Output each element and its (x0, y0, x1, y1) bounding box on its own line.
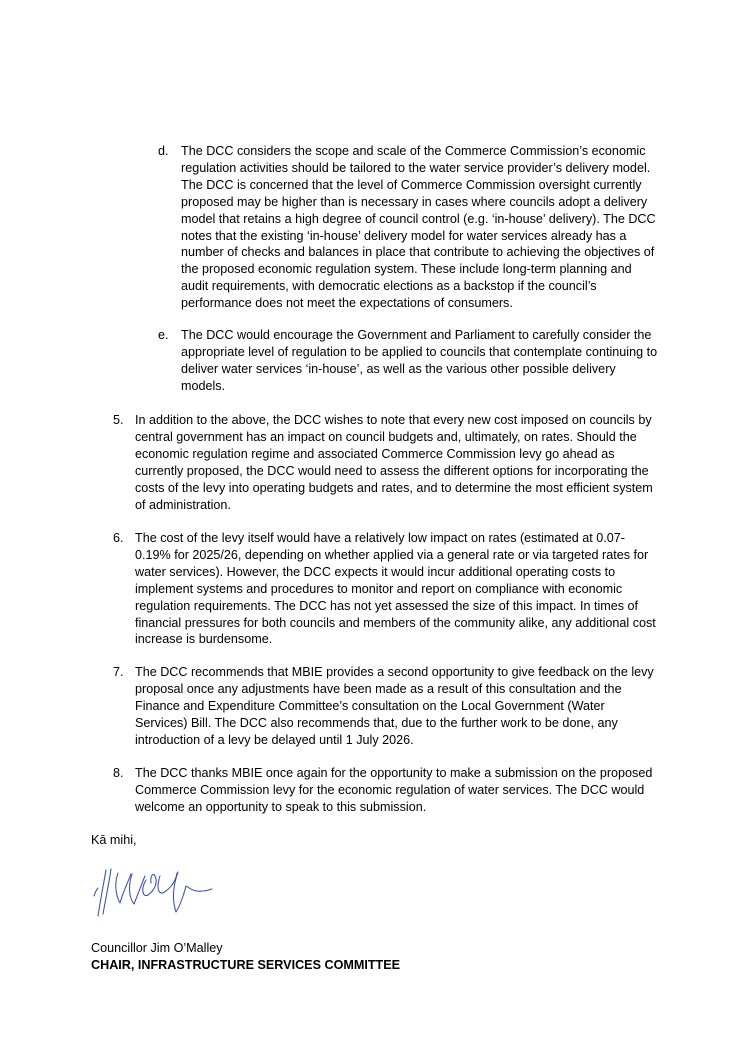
paragraph-5 (135, 412, 659, 513)
paragraph-d (181, 143, 659, 312)
signatory-name: Councillor Jim O’Malley (91, 941, 223, 955)
paragraph-8-text: The DCC thanks MBIE once again for the opportunity to make a submission on the proposed Commerce Commission levy for the economic regulation of water services. The DCC would welcome an opportunity to speak to this submission. (135, 766, 653, 814)
paragraph-d-text: The DCC considers the scope and scale of the Commerce Commission’s economic regulation activities should be tailored to the water service provider’s delivery model. The DCC is concerned that the level of Commerce Commission oversight currently proposed may be higher than is necessary in cases where councils adopt a delivery model that retains a high degree of council control (e.g. ‘in-house’ delivery). The DCC notes that the existing ‘in-house’ delivery model for water services already has a number of checks and balances in place that contribute to achieving the objectives of the proposed economic regulation system. These include long-term planning and audit requirements, with democratic elections as a backstop if the council’s performance does not meet the expectations of consumers. (181, 144, 656, 311)
list-marker-7: 7. (113, 665, 124, 679)
closing-salutation: Kā mihi, (91, 833, 137, 847)
list-marker-6: 6. (113, 531, 124, 545)
list-marker-d: d. (158, 144, 169, 158)
paragraph-6-text: The cost of the levy itself would have a relatively low impact on rates (estimated at 0.07-0.19% for 2025/26, depending on whether applied via a general rate or via targeted rates for water services). However, the DCC expects it would incur additional operating costs to implement systems and procedures to monitor and report on compliance with economic regulation requirements. The DCC has not yet assessed the size of this impact. In times of financial pressures for both councils and members of the community alike, any additional cost increase is burdensome. (135, 531, 656, 647)
paragraph-e (181, 327, 659, 395)
list-marker-e: e. (158, 328, 169, 342)
paragraph-7 (135, 664, 659, 749)
list-marker-5: 5. (113, 413, 124, 427)
paragraph-8 (135, 765, 659, 816)
paragraph-6 (135, 530, 659, 648)
list-marker-8: 8. (113, 766, 124, 780)
signatory-title: CHAIR, INFRASTRUCTURE SERVICES COMMITTEE (91, 958, 401, 972)
paragraph-7-text: The DCC recommends that MBIE provides a second opportunity to give feedback on the levy proposal once any adjustments have been made as a result of this consultation and the Finance and Expenditure Committee’s consultation on the Local Government (Water Services) Bill. The DCC also recommends that, due to the further work to be done, any introduction of a levy be delayed until 1 July 2026. (135, 665, 654, 747)
paragraph-e-text: The DCC would encourage the Government and Parliament to carefully consider the appropriate level of regulation to be applied to councils that contemplate continuing to deliver water services ‘in-house’, as well as the various other possible delivery models. (181, 328, 658, 393)
handwritten-signature (88, 858, 218, 926)
paragraph-5-text: In addition to the above, the DCC wishes to note that every new cost imposed on councils by central government has an impact on council budgets and, ultimately, on rates. Should the economic regulation regime and associated Commerce Commission levy go ahead as currently proposed, the DCC would need to assess the different options for incorporating the costs of the levy into operating budgets and rates, and to determine the most efficient system of administration. (135, 413, 653, 512)
